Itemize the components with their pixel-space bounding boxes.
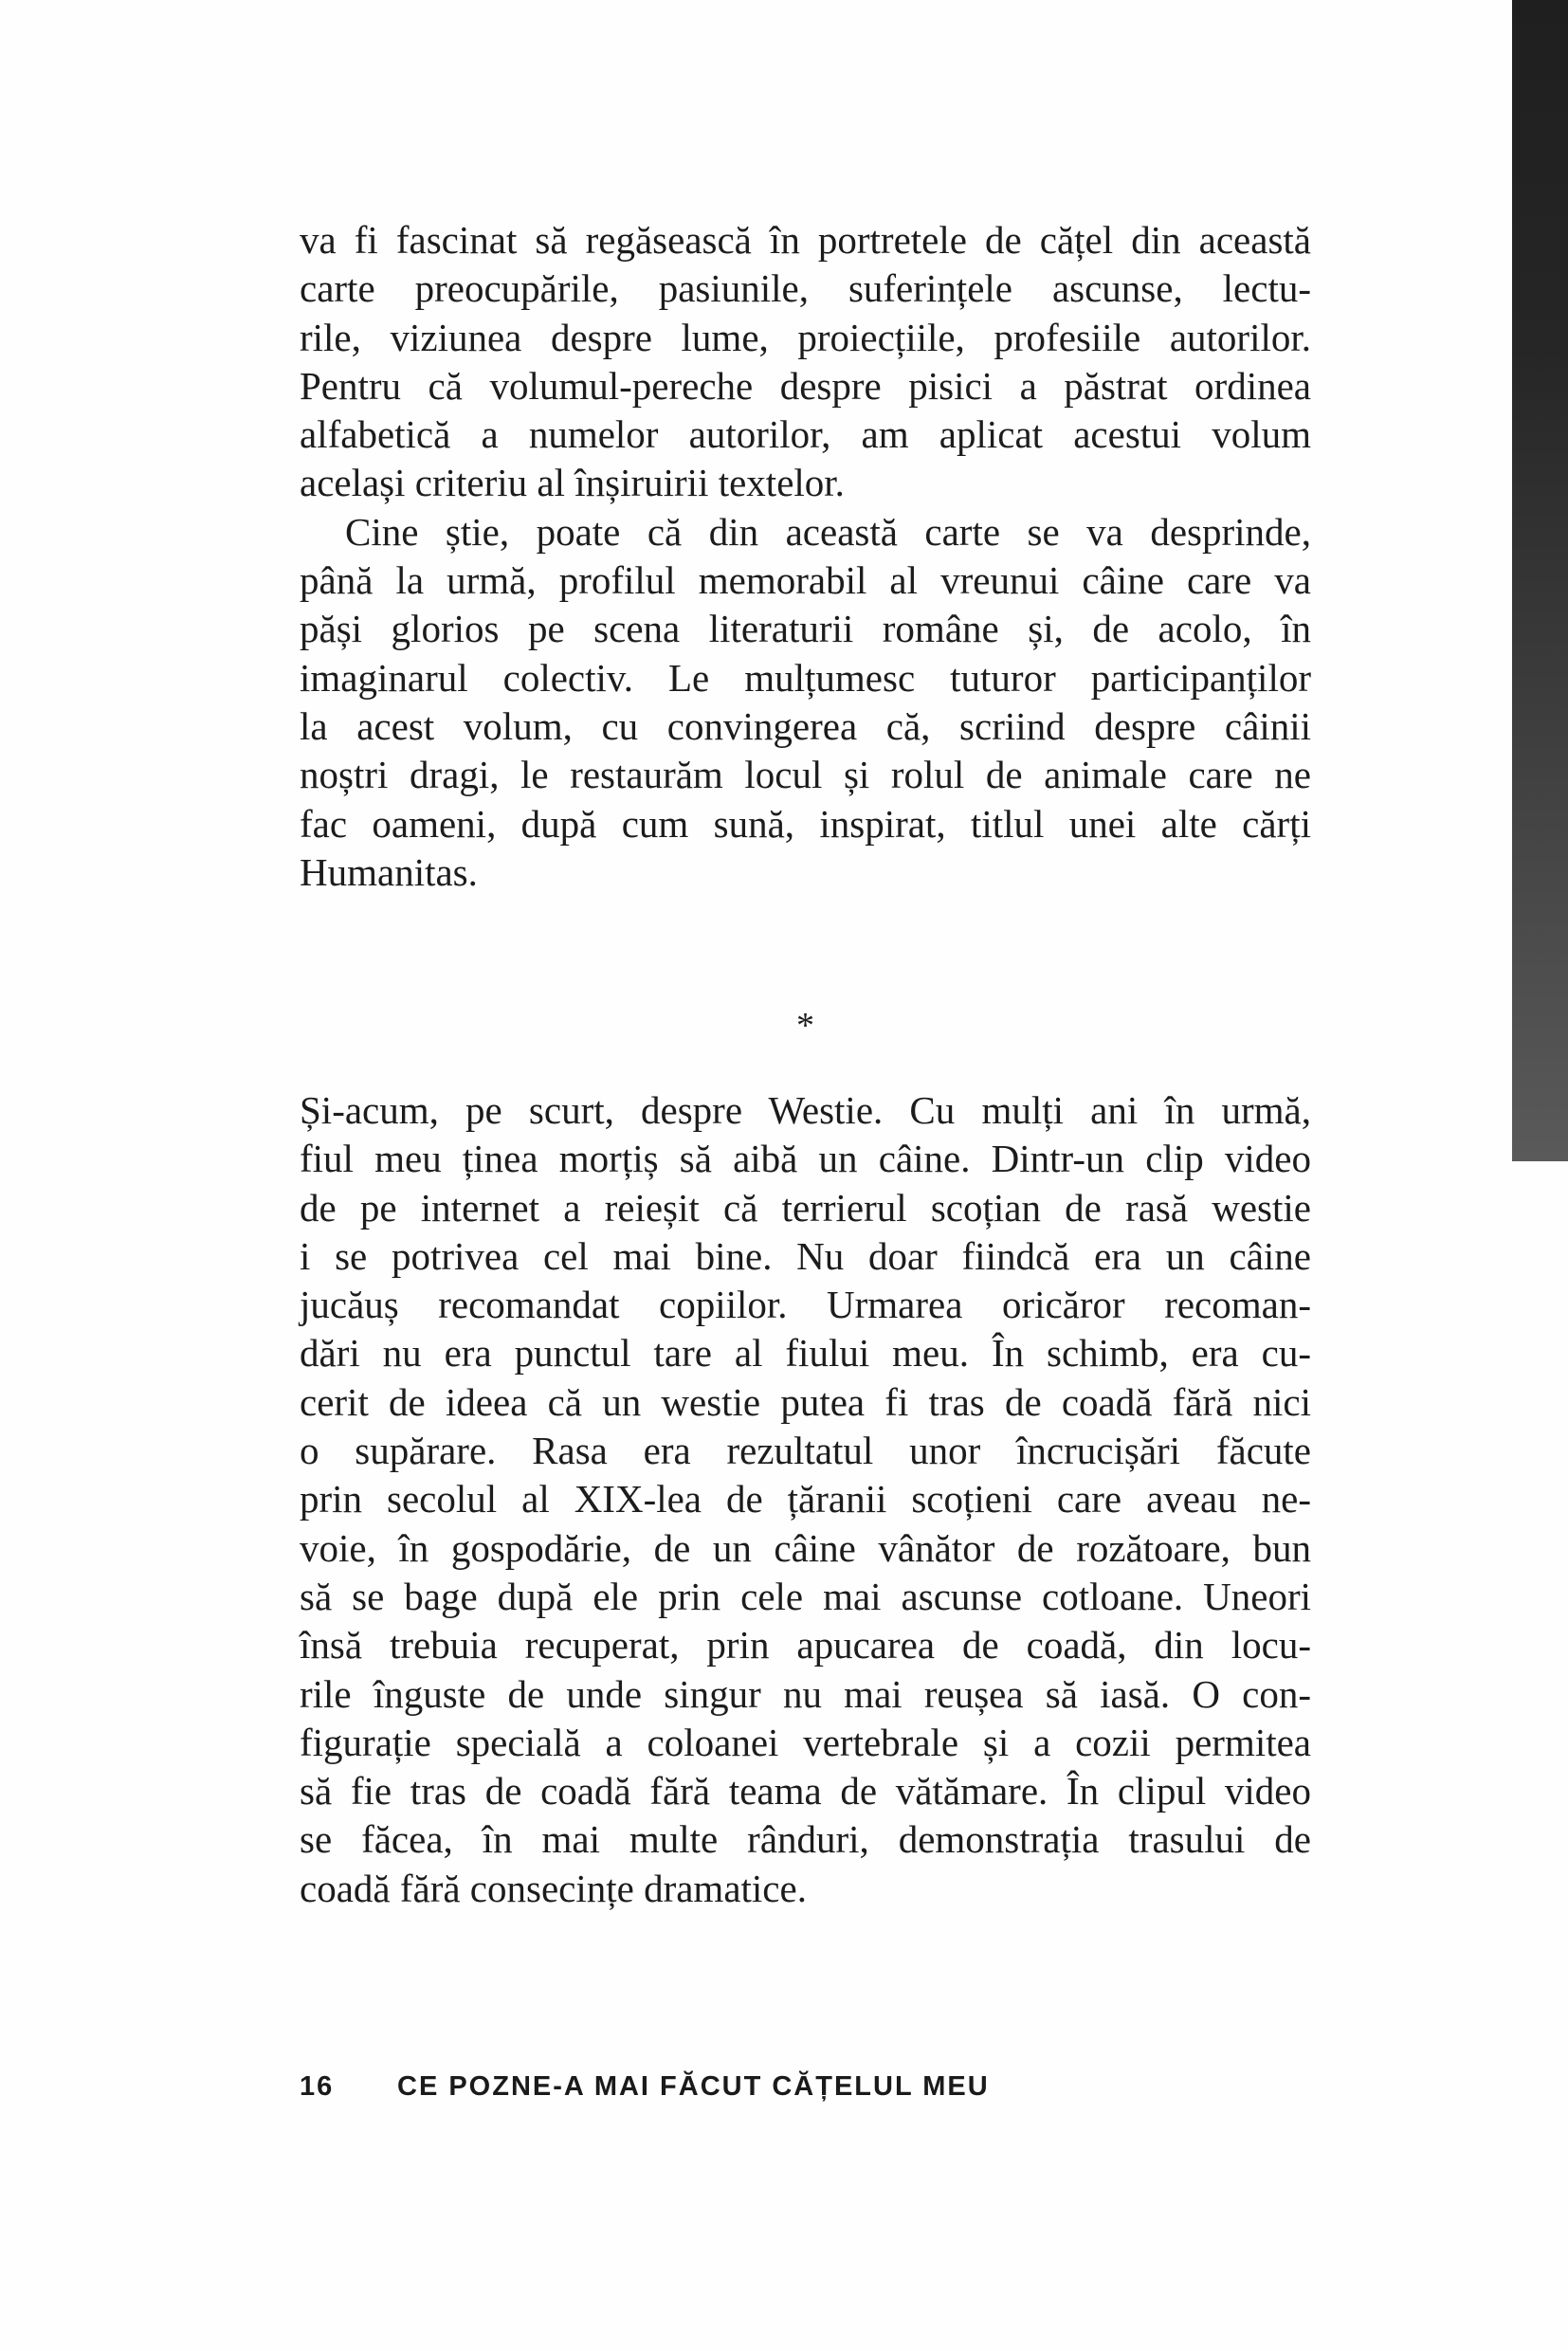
- text-line: o supărare. Rasa era rezultatul unor încrucișări făcute: [300, 1429, 1311, 1473]
- text-line: noștri dragi, le restaurăm locul și rolul de animale care ne: [300, 753, 1311, 797]
- text-line: la acest volum, cu convingerea că, scriind despre câinii: [300, 703, 1311, 748]
- text-line: cerit de ideea că un westie putea fi tras de coadă fără nici: [300, 1379, 1311, 1424]
- text-line: până la urmă, profilul memorabil al vreunui câine care va: [300, 558, 1311, 603]
- text-line: voie, în gospodărie, de un câine vânător de rozătoare, bun: [300, 1525, 1311, 1570]
- text-line: Și-acum, pe scurt, despre Westie. Cu mulți ani în urmă,: [300, 1088, 1311, 1132]
- text-line: se făcea, în mai multe rânduri, demonstrația trasului de: [300, 1817, 1311, 1862]
- text-line: același criteriu al înșiruirii textelor.: [300, 461, 845, 505]
- text-line: va fi fascinat să regăsească în portretele de cățel din această: [300, 218, 1311, 262]
- page-number: 16: [300, 2071, 335, 2102]
- running-title: CE POZNE-A MAI FĂCUT CĂȚELUL MEU: [397, 2071, 990, 2102]
- paragraph-3: [300, 1086, 1311, 1913]
- text-line: alfabetică a numelor autorilor, am aplicat acestui volum: [300, 412, 1311, 457]
- text-line: Pentru că volumul-pereche despre pisici a păstrat ordinea: [300, 363, 1311, 408]
- text-line: de pe internet a reieșit că terrierul scoțian de rasă westie: [300, 1185, 1311, 1230]
- text-line: dări nu era punctul tare al fiului meu. În schimb, era cu-: [300, 1331, 1311, 1376]
- paragraph-1: [300, 216, 1311, 508]
- body-text-upper: [300, 216, 1311, 897]
- text-line: carte preocupările, pasiunile, suferințele ascunse, lectu-: [300, 266, 1311, 311]
- text-line: rile, viziunea despre lume, proiecțiile, profesiile autorilor.: [300, 315, 1311, 359]
- section-separator: *: [796, 1006, 814, 1046]
- text-line: fiul meu ținea morțiș să aibă un câine. Dintr-un clip video: [300, 1137, 1311, 1181]
- text-line: i se potrivea cel mai bine. Nu doar fiindcă era un câine: [300, 1233, 1311, 1278]
- text-line: fac oameni, după cum sună, inspirat, titlul unei alte cărți: [300, 801, 1311, 846]
- text-line: jucăuș recomandat copiilor. Urmarea oricăror recoman-: [300, 1283, 1311, 1327]
- text-line: Cine știe, poate că din această carte se va desprinde,: [345, 509, 1311, 554]
- paragraph-2: [300, 508, 1311, 897]
- text-line: să fie tras de coadă fără teama de vătămare. În clipul video: [300, 1769, 1311, 1813]
- text-line: prin secolul al XIX-lea de țăranii scoțieni care aveau ne-: [300, 1477, 1311, 1522]
- text-line: Humanitas.: [300, 849, 478, 894]
- text-line: coadă fără consecințe dramatice.: [300, 1866, 807, 1910]
- text-line: rile înguste de unde singur nu mai reușea să iasă. O con-: [300, 1671, 1311, 1716]
- body-text-lower: [300, 1086, 1311, 1913]
- text-line: să se bage după ele prin cele mai ascunse cotloane. Uneori: [300, 1574, 1311, 1618]
- page-edge-shadow: [1512, 0, 1568, 1161]
- text-line: însă trebuia recuperat, prin apucarea de coadă, din locu-: [300, 1623, 1311, 1668]
- text-line: păși glorios pe scena literaturii române și, de acolo, în: [300, 607, 1311, 651]
- text-line: figurație specială a coloanei vertebrale și a cozii permitea: [300, 1720, 1311, 1764]
- text-line: imaginarul colectiv. Le mulțumesc tuturor participanților: [300, 655, 1311, 700]
